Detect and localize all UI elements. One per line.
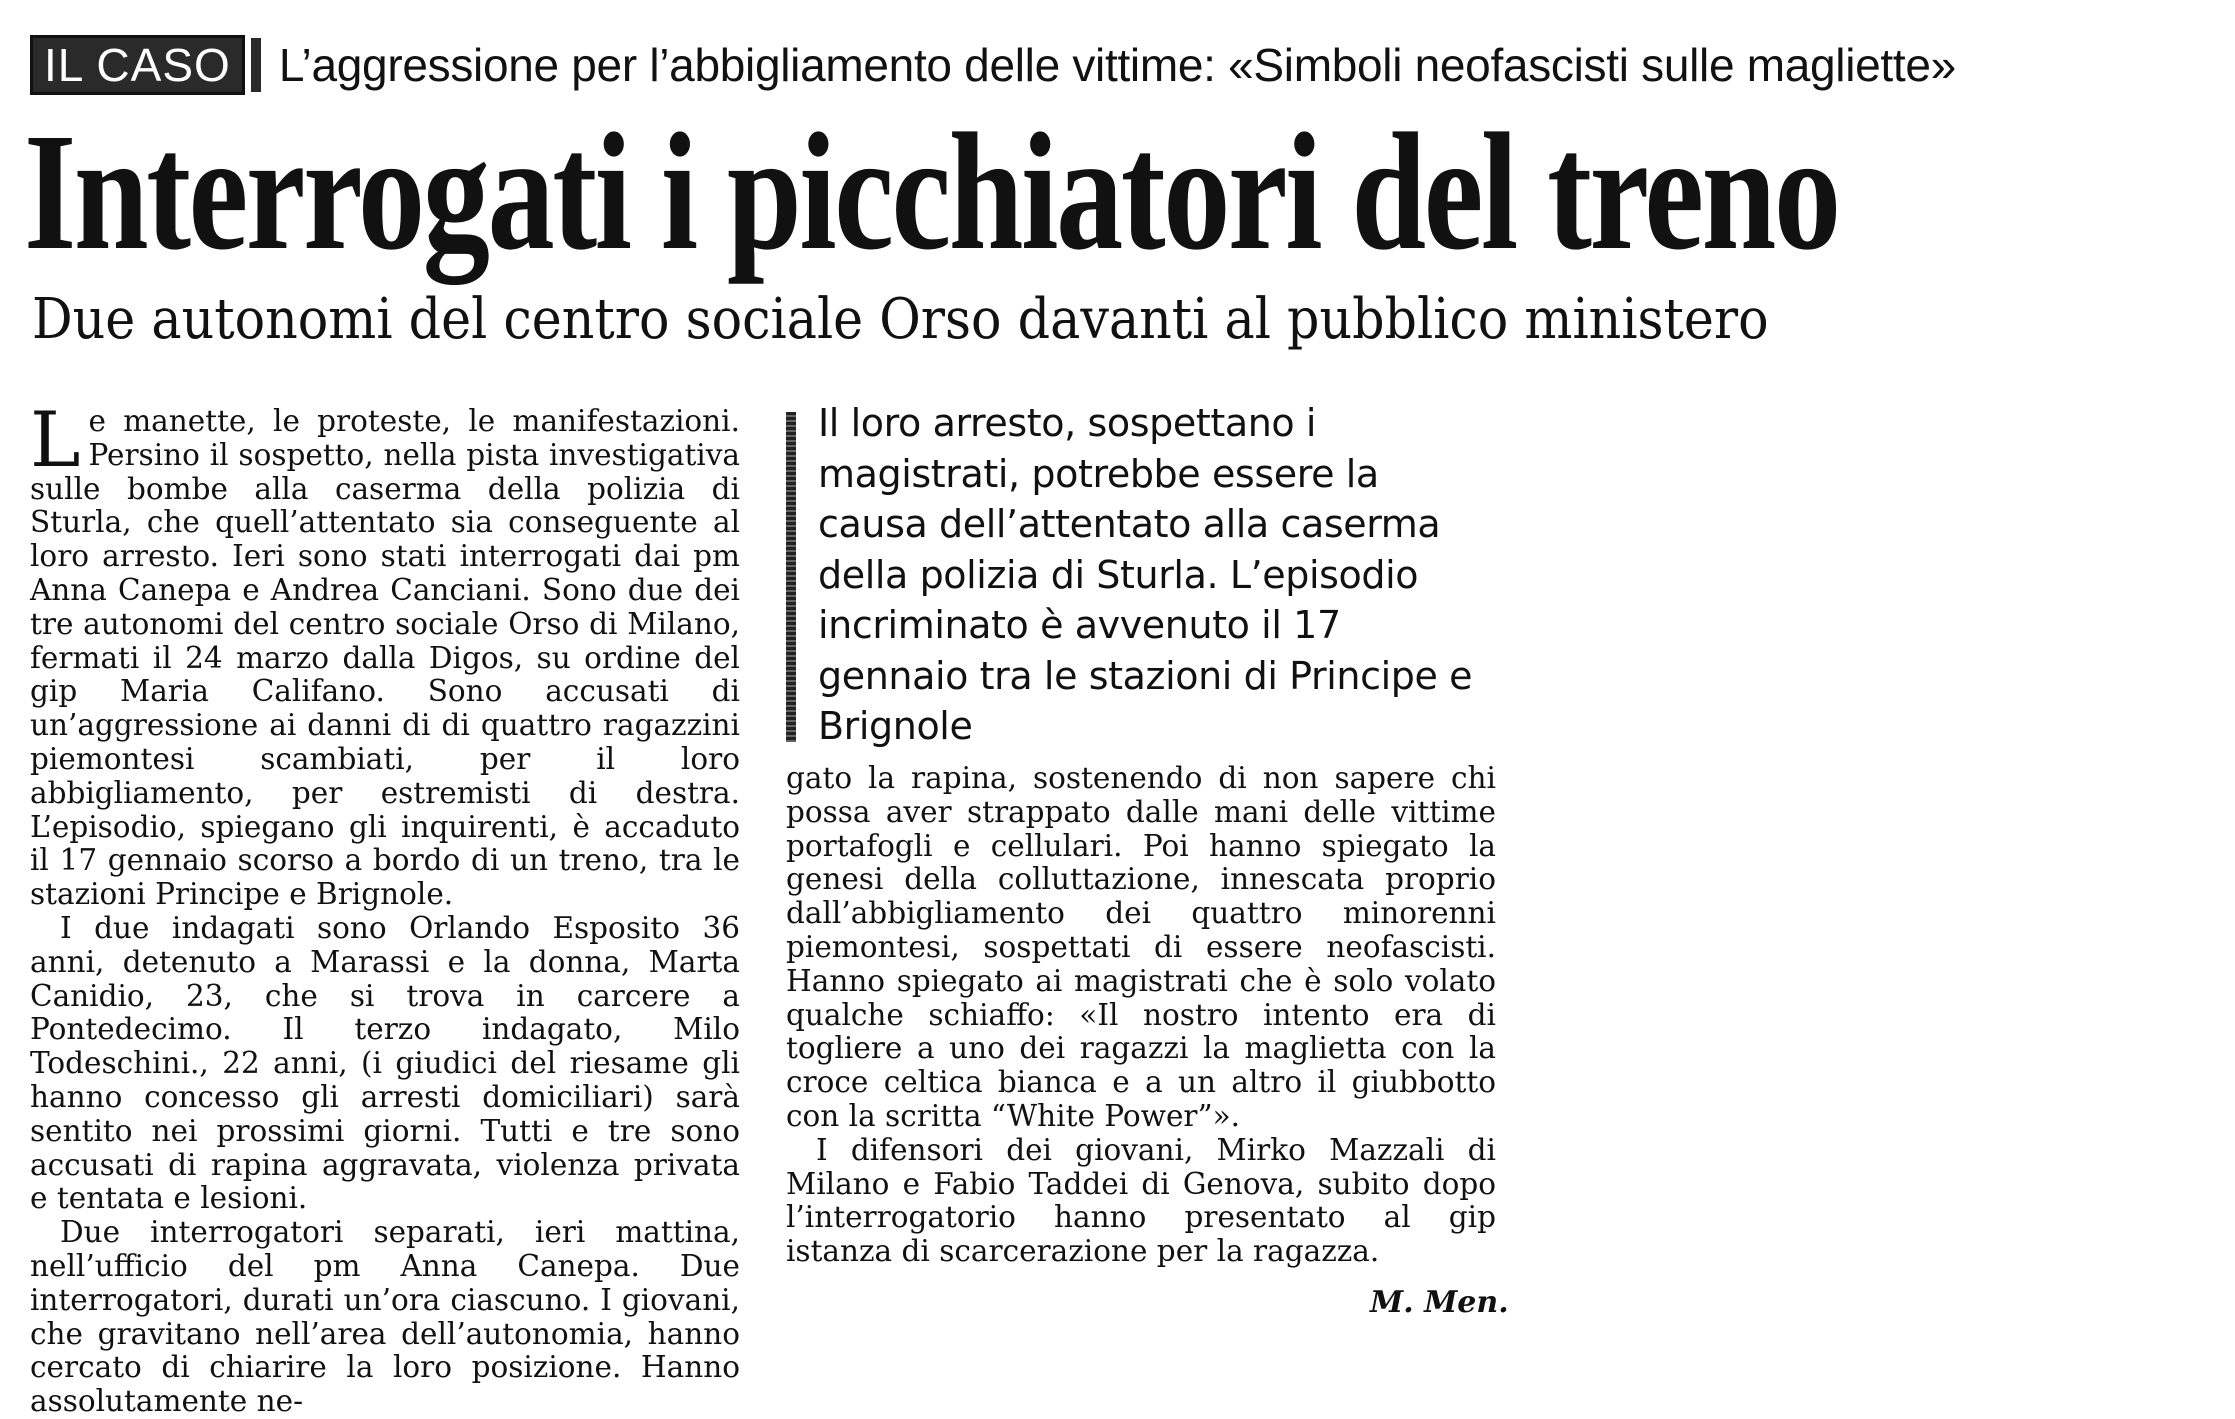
article-column-2 bbox=[786, 762, 1496, 1269]
paragraph-4: gato la rapina, sostenendo di non sapere chi possa aver strappato dalle mani delle vittime portafogli e cellulari. Poi hanno spiegato la genesi della colluttazione, innescata proprio dall’abbigliamento dei quattro minorenni piemontesi, sospettati di essere neofascisti. Hanno spiegato ai magistrati che è solo volato qualche schiaffo: «Il nostro intento era di togliere a uno dei ragazzi la maglietta con la croce celtica bianca e a un altro il giubbotto con la scritta “White Power”». bbox=[786, 761, 1496, 1133]
drop-cap: L bbox=[30, 395, 81, 484]
kicker-text: L’aggressione per l’abbigliamento delle vittime: «Simboli neofascisti sulle magliette» bbox=[278, 39, 1956, 91]
paragraph-2: I due indagati sono Orlando Esposito 36 anni, detenuto a Marassi e la donna, Marta Canidio, 23, che si trova in carcere a Pontedecimo. Il terzo indagato, Milo Todeschini., 22 anni, (i giudici del riesame gli hanno concesso gli arresti domiciliari) sarà sentito nei prossimi giorni. Tutti e tre sono accusati di rapina aggravata, violenza privata e tentata e lesioni. bbox=[30, 910, 740, 1216]
paragraph-1 bbox=[30, 395, 740, 912]
paragraph-3: Due interrogatori separati, ieri mattina, nell’ufficio del pm Anna Canepa. Due interrogatori, durati un’ora ciascuno. I giovani, che gravitano nell’area dell’autonomia, hanno cercato di chiarire la loro posizione. Hanno assolutamente ne- bbox=[30, 1215, 740, 1419]
pull-quote bbox=[786, 398, 1496, 746]
subheadline: Due autonomi del centro sociale Orso davanti al pubblico ministero bbox=[32, 287, 1769, 352]
kicker-row bbox=[30, 34, 1956, 96]
kicker-divider bbox=[251, 38, 261, 92]
pull-quote-bar bbox=[786, 412, 796, 742]
headline: Interrogati i picchiatori del treno bbox=[24, 99, 1839, 285]
pull-quote-text: Il loro arresto, sospettano i magistrati, potrebbe essere la causa dell’attentato alla caserma della polizia di Sturla. L’episodio incriminato è avvenuto il 17 gennaio tra le stazioni di Principe e Brignole bbox=[818, 401, 1473, 748]
kicker-label: IL CASO bbox=[30, 35, 245, 95]
paragraph-5: I difensori dei giovani, Mirko Mazzali di Milano e Fabio Taddei di Genova, subito dopo l’interrogatorio hanno presentato al gip istanza di scarcerazione per la ragazza. bbox=[786, 1132, 1496, 1269]
byline: M. Men. bbox=[1370, 1285, 1509, 1320]
article-column-1 bbox=[30, 395, 740, 1419]
paragraph-1-text: e manette, le proteste, le manifestazioni. Persino il sospetto, nella pista investigativa sulle bombe alla caserma della polizia di Sturla, che quell’attentato sia conseguente al loro arresto. Ieri sono stati interrogati dai pm Anna Canepa e Andrea Canciani. Sono due dei tre autonomi del centro sociale Orso di Milano, fermati il 24 marzo dalla Digos, su ordine del gip Maria Califano. Sono accusati di un’aggressione ai danni di di quattro ragazzini piemontesi scambiati, per il loro abbigliamento, per estremisti di destra. L’episodio, spiegano gli inquirenti, è accaduto il 17 gennaio scorso a bordo di un treno, tra le stazioni Principe e Brignole. bbox=[30, 404, 740, 912]
